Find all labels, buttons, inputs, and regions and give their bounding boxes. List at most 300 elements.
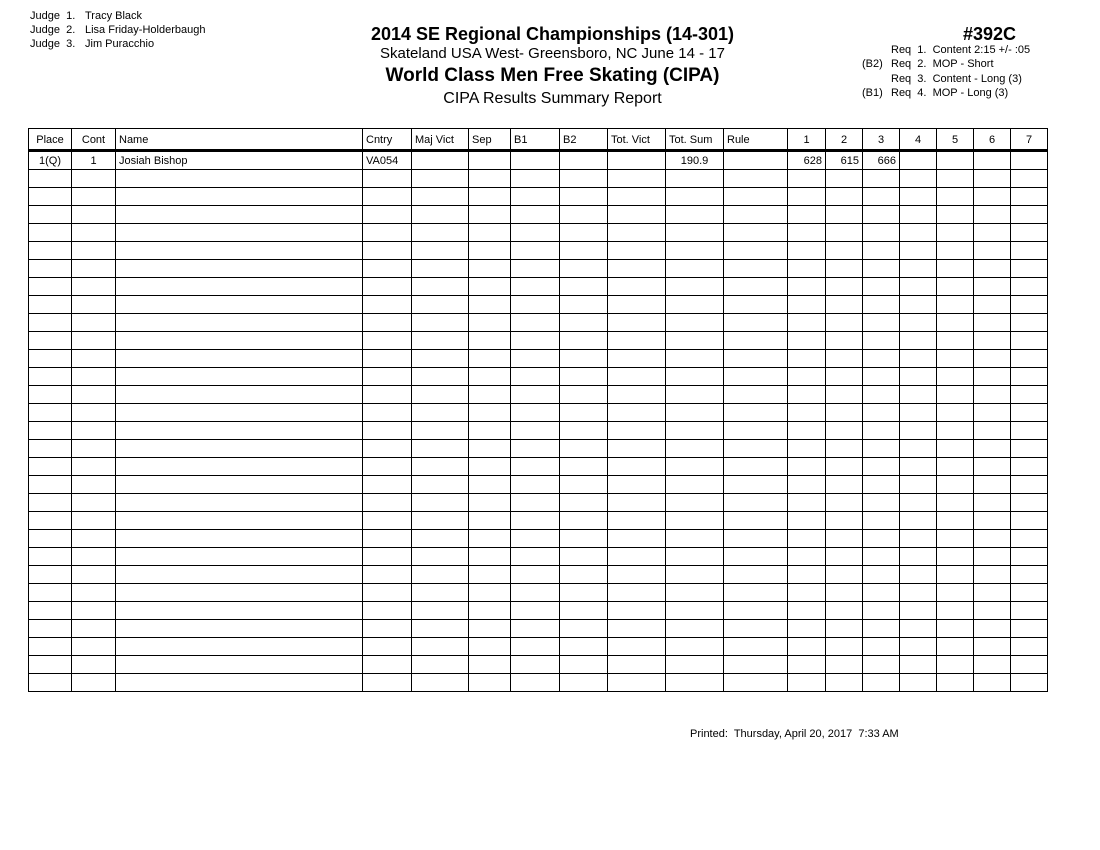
empty-cell [666, 548, 724, 566]
empty-cell [469, 332, 511, 350]
empty-cell [666, 458, 724, 476]
empty-cell [29, 368, 72, 386]
empty-cell [826, 386, 863, 404]
empty-cell [29, 620, 72, 638]
empty-cell [608, 584, 666, 602]
empty-cell [560, 242, 608, 260]
empty-cell [863, 620, 900, 638]
empty-cell [363, 368, 412, 386]
empty-cell [937, 530, 974, 548]
empty-cell [1011, 512, 1048, 530]
empty-cell [937, 602, 974, 620]
empty-cell [560, 188, 608, 206]
empty-cell [469, 224, 511, 242]
empty-cell [937, 584, 974, 602]
empty-cell [863, 476, 900, 494]
empty-cell [363, 566, 412, 584]
empty-cell [826, 620, 863, 638]
table-header-row [29, 129, 1048, 151]
empty-cell [863, 224, 900, 242]
empty-cell [788, 620, 826, 638]
table-row-empty [29, 368, 1048, 386]
empty-cell [724, 224, 788, 242]
empty-cell [72, 332, 116, 350]
cell-judge-5 [937, 151, 974, 170]
empty-cell [937, 548, 974, 566]
empty-cell [788, 260, 826, 278]
empty-cell [511, 188, 560, 206]
empty-cell [469, 278, 511, 296]
empty-cell [511, 584, 560, 602]
empty-cell [666, 224, 724, 242]
empty-cell [363, 224, 412, 242]
table-row-empty [29, 602, 1048, 620]
empty-cell [412, 476, 469, 494]
empty-cell [469, 584, 511, 602]
empty-cell [29, 224, 72, 242]
empty-cell [469, 206, 511, 224]
empty-cell [724, 206, 788, 224]
requirement-text: Req 4. MOP - Long (3) [891, 86, 1009, 99]
empty-cell [900, 260, 937, 278]
col-header-place: Place [29, 129, 72, 151]
cell-sep [469, 151, 511, 170]
empty-cell [974, 512, 1011, 530]
judge-1 [30, 9, 205, 23]
empty-cell [116, 260, 363, 278]
empty-cell [1011, 170, 1048, 188]
empty-cell [511, 278, 560, 296]
empty-cell [724, 584, 788, 602]
empty-cell [1011, 242, 1048, 260]
empty-cell [412, 170, 469, 188]
empty-cell [974, 314, 1011, 332]
empty-cell [72, 494, 116, 512]
empty-cell [116, 458, 363, 476]
empty-cell [974, 422, 1011, 440]
empty-cell [788, 494, 826, 512]
empty-cell [469, 368, 511, 386]
empty-cell [826, 224, 863, 242]
empty-cell [863, 386, 900, 404]
empty-cell [363, 332, 412, 350]
cell-judge-2: 615 [826, 151, 863, 170]
empty-cell [469, 440, 511, 458]
empty-cell [788, 656, 826, 674]
table-row-empty [29, 404, 1048, 422]
empty-cell [608, 224, 666, 242]
empty-cell [72, 584, 116, 602]
empty-cell [826, 440, 863, 458]
empty-cell [412, 350, 469, 368]
empty-cell [974, 404, 1011, 422]
col-header-tot-sum: Tot. Sum [666, 129, 724, 151]
empty-cell [1011, 674, 1048, 692]
empty-cell [666, 278, 724, 296]
empty-cell [826, 548, 863, 566]
empty-cell [974, 350, 1011, 368]
col-header-b1: B1 [511, 129, 560, 151]
col-header-judge-5: 5 [937, 129, 974, 151]
empty-cell [29, 350, 72, 368]
table-row-empty [29, 386, 1048, 404]
empty-cell [974, 674, 1011, 692]
empty-cell [511, 206, 560, 224]
empty-cell [72, 314, 116, 332]
empty-cell [116, 368, 363, 386]
empty-cell [116, 278, 363, 296]
empty-cell [937, 368, 974, 386]
event-title: World Class Men Free Skating (CIPA) [385, 65, 720, 86]
empty-cell [724, 386, 788, 404]
event-code: #392C [963, 24, 1017, 44]
empty-cell [724, 566, 788, 584]
empty-cell [974, 602, 1011, 620]
empty-cell [116, 296, 363, 314]
empty-cell [72, 224, 116, 242]
empty-cell [363, 350, 412, 368]
empty-cell [469, 386, 511, 404]
empty-cell [412, 404, 469, 422]
empty-cell [788, 674, 826, 692]
empty-cell [863, 530, 900, 548]
table-row-empty [29, 566, 1048, 584]
empty-cell [724, 674, 788, 692]
empty-cell [788, 458, 826, 476]
empty-cell [29, 422, 72, 440]
empty-cell [974, 494, 1011, 512]
empty-cell [900, 656, 937, 674]
empty-cell [900, 296, 937, 314]
empty-cell [29, 206, 72, 224]
empty-cell [863, 584, 900, 602]
empty-cell [72, 206, 116, 224]
empty-cell [974, 260, 1011, 278]
empty-cell [469, 494, 511, 512]
table-row-empty [29, 512, 1048, 530]
empty-cell [900, 458, 937, 476]
empty-cell [724, 440, 788, 458]
empty-cell [469, 350, 511, 368]
empty-cell [469, 242, 511, 260]
empty-cell [72, 638, 116, 656]
empty-cell [560, 530, 608, 548]
empty-cell [72, 260, 116, 278]
empty-cell [826, 206, 863, 224]
cell-judge-4 [900, 151, 937, 170]
empty-cell [608, 602, 666, 620]
cell-judge-7 [1011, 151, 1048, 170]
cell-cont: 1 [72, 151, 116, 170]
empty-cell [511, 512, 560, 530]
empty-cell [29, 404, 72, 422]
empty-cell [724, 296, 788, 314]
empty-cell [863, 656, 900, 674]
empty-cell [826, 296, 863, 314]
empty-cell [412, 548, 469, 566]
empty-cell [974, 638, 1011, 656]
empty-cell [788, 566, 826, 584]
empty-cell [72, 512, 116, 530]
empty-cell [608, 512, 666, 530]
empty-cell [974, 476, 1011, 494]
empty-cell [1011, 476, 1048, 494]
empty-cell [72, 242, 116, 260]
empty-cell [974, 242, 1011, 260]
empty-cell [412, 206, 469, 224]
empty-cell [826, 422, 863, 440]
empty-cell [666, 404, 724, 422]
empty-cell [937, 656, 974, 674]
col-header-rule: Rule [724, 129, 788, 151]
empty-cell [900, 530, 937, 548]
empty-cell [608, 440, 666, 458]
empty-cell [560, 224, 608, 242]
empty-cell [412, 602, 469, 620]
empty-cell [1011, 656, 1048, 674]
empty-cell [363, 188, 412, 206]
requirement-3 [862, 72, 1030, 86]
empty-cell [1011, 602, 1048, 620]
empty-cell [412, 278, 469, 296]
empty-cell [116, 548, 363, 566]
requirement-prefix: (B1) [862, 86, 883, 99]
empty-cell [900, 566, 937, 584]
empty-cell [560, 620, 608, 638]
table-row-empty [29, 476, 1048, 494]
empty-cell [560, 674, 608, 692]
empty-cell [608, 656, 666, 674]
empty-cell [937, 314, 974, 332]
empty-cell [72, 530, 116, 548]
empty-cell [560, 476, 608, 494]
empty-cell [469, 530, 511, 548]
empty-cell [363, 584, 412, 602]
empty-cell [974, 530, 1011, 548]
requirements-list [862, 43, 1030, 100]
empty-cell [29, 548, 72, 566]
empty-cell [469, 548, 511, 566]
empty-cell [1011, 350, 1048, 368]
empty-cell [974, 548, 1011, 566]
empty-cell [974, 206, 1011, 224]
empty-cell [560, 206, 608, 224]
empty-cell [666, 656, 724, 674]
empty-cell [826, 350, 863, 368]
empty-cell [72, 422, 116, 440]
empty-cell [511, 566, 560, 584]
table-row [29, 151, 1048, 170]
empty-cell [72, 296, 116, 314]
empty-cell [826, 530, 863, 548]
empty-cell [511, 368, 560, 386]
empty-cell [608, 368, 666, 386]
empty-cell [608, 278, 666, 296]
empty-cell [363, 206, 412, 224]
col-header-sep: Sep [469, 129, 511, 151]
empty-cell [863, 422, 900, 440]
empty-cell [469, 602, 511, 620]
col-header-judge-7: 7 [1011, 129, 1048, 151]
empty-cell [412, 494, 469, 512]
empty-cell [666, 260, 724, 278]
empty-cell [469, 620, 511, 638]
empty-cell [900, 512, 937, 530]
empty-cell [788, 602, 826, 620]
empty-cell [666, 206, 724, 224]
empty-cell [1011, 440, 1048, 458]
empty-cell [511, 656, 560, 674]
empty-cell [116, 476, 363, 494]
empty-cell [900, 548, 937, 566]
col-header-judge-3: 3 [863, 129, 900, 151]
empty-cell [974, 566, 1011, 584]
empty-cell [72, 656, 116, 674]
empty-cell [788, 548, 826, 566]
empty-cell [511, 422, 560, 440]
empty-cell [863, 332, 900, 350]
empty-cell [666, 494, 724, 512]
empty-cell [116, 584, 363, 602]
empty-cell [900, 242, 937, 260]
empty-cell [511, 440, 560, 458]
empty-cell [608, 404, 666, 422]
judge-name: Tracy Black [85, 10, 143, 22]
col-header-judge-4: 4 [900, 129, 937, 151]
cell-judge-1: 628 [788, 151, 826, 170]
empty-cell [826, 638, 863, 656]
empty-cell [900, 368, 937, 386]
empty-cell [363, 242, 412, 260]
empty-cell [666, 512, 724, 530]
empty-cell [826, 332, 863, 350]
empty-cell [863, 170, 900, 188]
empty-cell [560, 548, 608, 566]
empty-cell [724, 602, 788, 620]
empty-cell [900, 170, 937, 188]
empty-cell [666, 386, 724, 404]
empty-cell [724, 548, 788, 566]
empty-cell [116, 332, 363, 350]
empty-cell [826, 368, 863, 386]
empty-cell [724, 368, 788, 386]
empty-cell [511, 548, 560, 566]
empty-cell [363, 530, 412, 548]
table-row-empty [29, 206, 1048, 224]
empty-cell [1011, 332, 1048, 350]
empty-cell [469, 188, 511, 206]
empty-cell [363, 170, 412, 188]
empty-cell [116, 440, 363, 458]
empty-cell [72, 602, 116, 620]
empty-cell [788, 206, 826, 224]
empty-cell [363, 278, 412, 296]
empty-cell [974, 224, 1011, 242]
empty-cell [29, 494, 72, 512]
empty-cell [511, 494, 560, 512]
empty-cell [29, 638, 72, 656]
empty-cell [469, 476, 511, 494]
empty-cell [560, 350, 608, 368]
table-row-empty [29, 494, 1048, 512]
requirement-prefix: (B2) [862, 58, 883, 71]
empty-cell [1011, 620, 1048, 638]
empty-cell [116, 602, 363, 620]
empty-cell [469, 422, 511, 440]
empty-cell [788, 440, 826, 458]
table-row-empty [29, 674, 1048, 692]
empty-cell [826, 494, 863, 512]
empty-cell [412, 260, 469, 278]
empty-cell [863, 674, 900, 692]
empty-cell [363, 386, 412, 404]
table-row-empty [29, 188, 1048, 206]
col-header-name: Name [116, 129, 363, 151]
empty-cell [666, 242, 724, 260]
empty-cell [363, 602, 412, 620]
judge-label: Judge 1. [30, 10, 76, 22]
empty-cell [937, 422, 974, 440]
empty-cell [560, 278, 608, 296]
cell-maj-vict [412, 151, 469, 170]
empty-cell [900, 350, 937, 368]
empty-cell [974, 620, 1011, 638]
empty-cell [788, 332, 826, 350]
empty-cell [511, 476, 560, 494]
empty-cell [826, 170, 863, 188]
empty-cell [116, 422, 363, 440]
empty-cell [469, 638, 511, 656]
empty-cell [826, 188, 863, 206]
empty-cell [511, 242, 560, 260]
empty-cell [863, 512, 900, 530]
empty-cell [511, 620, 560, 638]
empty-cell [116, 242, 363, 260]
competition-location: Skateland USA West- Greensboro, NC June 14 - 17 [380, 45, 725, 62]
empty-cell [560, 494, 608, 512]
empty-cell [412, 656, 469, 674]
empty-cell [560, 602, 608, 620]
empty-cell [608, 188, 666, 206]
empty-cell [363, 404, 412, 422]
empty-cell [363, 548, 412, 566]
empty-cell [511, 260, 560, 278]
empty-cell [724, 404, 788, 422]
empty-cell [363, 296, 412, 314]
empty-cell [788, 368, 826, 386]
empty-cell [116, 494, 363, 512]
empty-cell [826, 584, 863, 602]
empty-cell [666, 188, 724, 206]
judges-list [30, 9, 205, 51]
empty-cell [788, 296, 826, 314]
table-row-empty [29, 548, 1048, 566]
empty-cell [412, 422, 469, 440]
empty-cell [1011, 404, 1048, 422]
empty-cell [937, 350, 974, 368]
empty-cell [560, 368, 608, 386]
empty-cell [974, 440, 1011, 458]
empty-cell [826, 314, 863, 332]
cell-b1 [511, 151, 560, 170]
competition-title: 2014 SE Regional Championships (14-301) [370, 24, 735, 44]
empty-cell [1011, 224, 1048, 242]
empty-cell [724, 350, 788, 368]
empty-cell [1011, 206, 1048, 224]
cell-place: 1(Q) [29, 151, 72, 170]
empty-cell [900, 206, 937, 224]
empty-cell [560, 422, 608, 440]
